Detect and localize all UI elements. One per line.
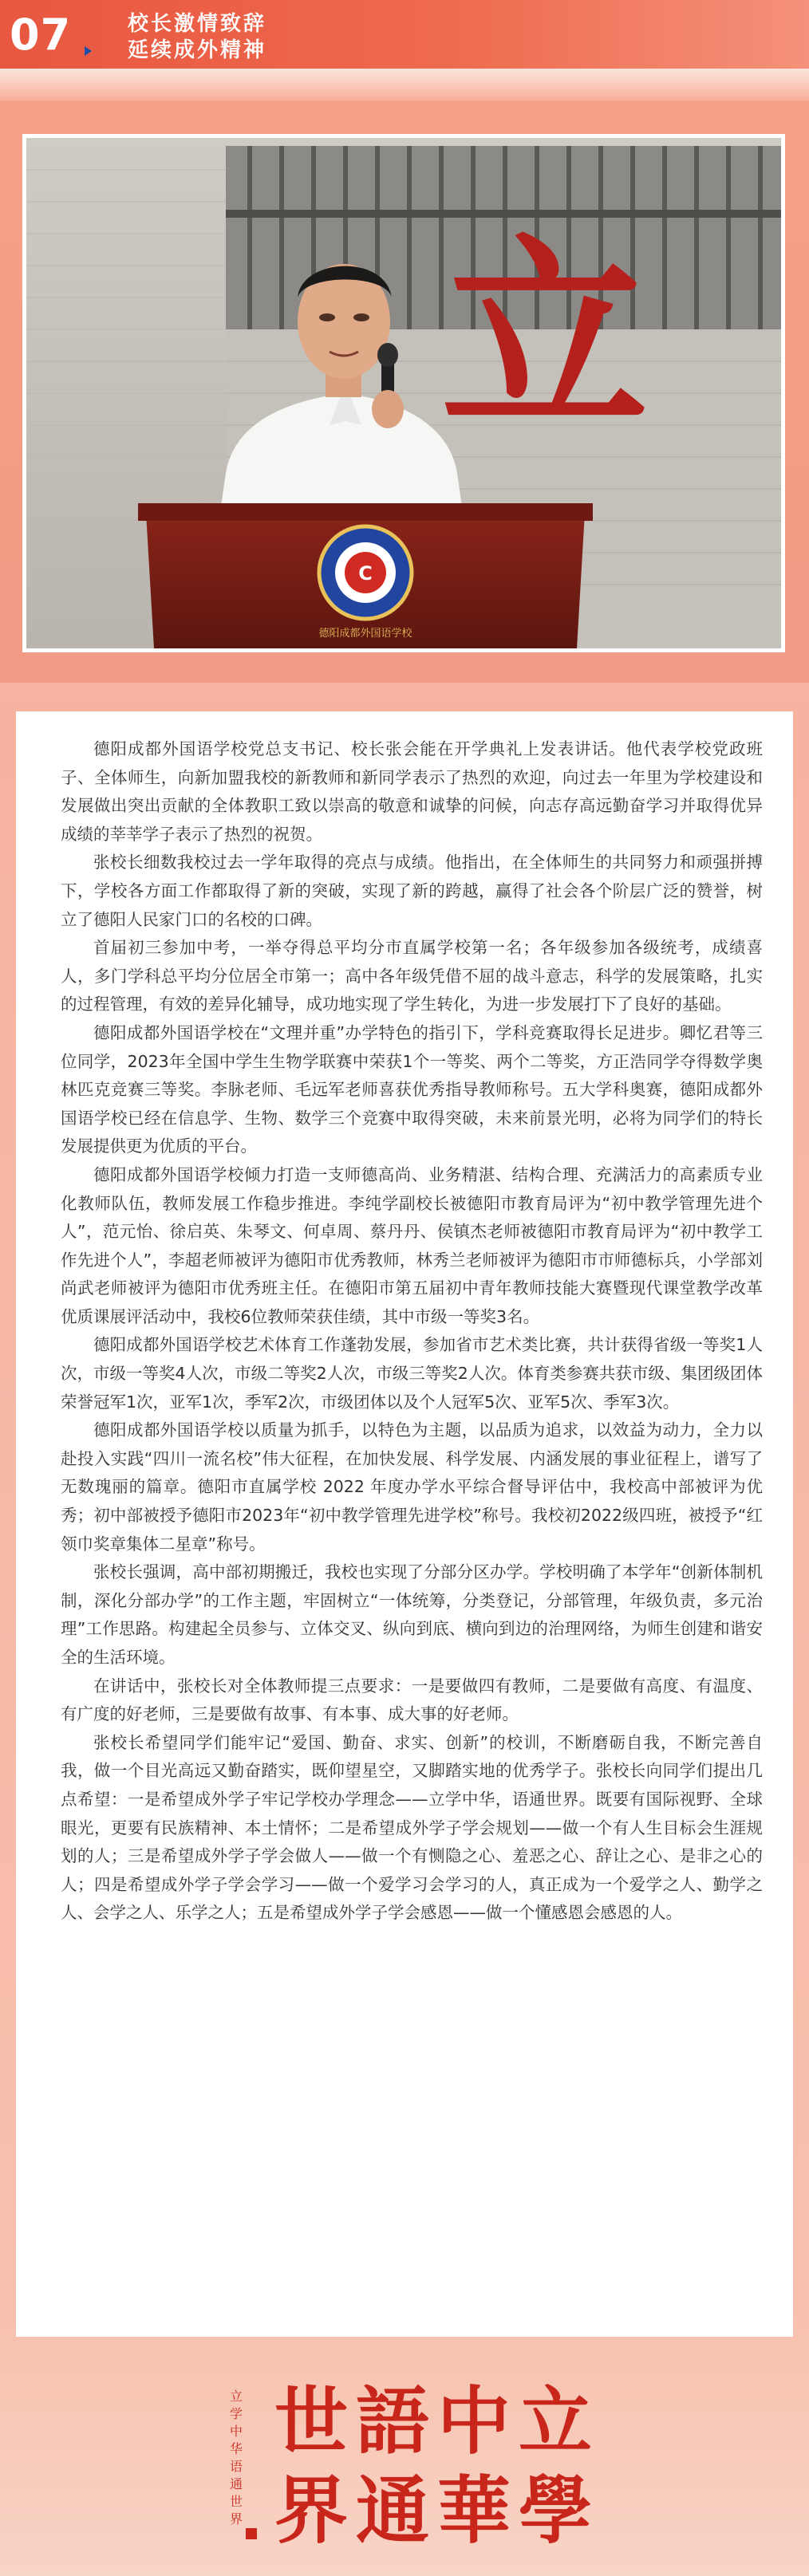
article-paragraph: 德阳成都外国语学校倾力打造一支师德高尚、业务精湛、结构合理、充满活力的高素质专业化教师队伍，教师发展工作稳步推进。李纯学副校长被德阳市教育局评为“初中教学管理先进个人”，范元怡、徐启英、朱琴文、何卓周、蔡丹丹、侯镇杰老师被德阳市教育局评为“初中教学工作先进个人”，李超老师被评为德阳市优秀教师，林秀兰老师被评为德阳市市师德标兵，小学部刘尚武老师被评为德阳市优秀班主任。在德阳市第五届初中青年教师技能大赛暨现代课堂教学改革优质课展评活动中，我校6位教师荣获佳绩，其中市级一等奖3名。 (61, 1164, 763, 1326)
svg-text:C: C (358, 562, 373, 585)
article-paragraph: 德阳成都外国语学校在“文理并重”办学特色的指引下，学科竞赛取得长足进步。卿忆君等三位同学，2023年全国中学生生物学联赛中荣获1个一等奖、两个二等奖，方正浩同学夺得数学奥林匹克竞赛三等奖。李脉老师、毛远军老师喜获优秀指导教师称号。五大学科奥赛，德阳成都外国语学校已经在信息学、生物、数学三个竞赛中取得突破，未来前景光明，必将为同学们的特长发展提供更为优质的平台。 (61, 1022, 763, 1156)
svg-text:世: 世 (230, 2494, 243, 2509)
article-paragraph: 张校长希望同学们能牢记“爱国、勤奋、求实、创新”的校训，不断磨砺自我，不断完善自我，做一个目光高远又勤奋踏实，既仰望星空，又脚踏实地的优秀学子。张校长向同学们提出几点希望：一是希望成外学子牢记学校办学理念——立学中华，语通世界。既要有国际视野、全球眼光，更要有民族精神、本土情怀；二是希望成外学子学会规划——做一个有人生目标会生涯规划的人；三是希望成外学子学会做人——做一个有恻隐之心、羞恶之心、辞让之心、是非之心的人；四是希望成外学子学会学习——做一个爱学习会学习的人，真正成为一个爱学之人、勤学之人、会学之人、乐学之人；五是希望成外学子学会感恩——做一个懂感恩会感恩的人。 (61, 1732, 763, 1923)
article-paragraph: 张校长细数我校过去一学年取得的亮点与成绩。他指出，在全体师生的共同努力和顽强拼搏下，学校各方面工作都取得了新的突破，实现了新的跨越，赢得了社会各个阶层广泛的赞誉，树立了德阳人民家门口的名校的口碑。 (61, 853, 763, 929)
header-title-line-1: 校长激情致辞 (128, 12, 267, 36)
calligraphy-char: 華 (437, 2468, 511, 2554)
section-header (0, 0, 809, 69)
podium-emblem-text: 德阳成都外国语学校 (318, 628, 412, 640)
article-card (16, 711, 793, 2337)
header-fade (0, 69, 809, 100)
svg-text:华: 华 (230, 2441, 243, 2456)
header-title-line-2: 延续成外精神 (128, 38, 267, 62)
calligraphy-motto (199, 2369, 598, 2568)
calligraphy-char: 語 (356, 2378, 430, 2464)
article-paragraph: 首届初三参加中考，一举夺得总平均分市直属学校第一名；各年级参加各级统考，成绩喜人，多门学科总平均分位居全市第一；高中各年级凭借不屈的战斗意志，科学的发展策略，扎实的过程管理，有效的差异化辅导，成功地实现了学生转化，为进一步发展打下了良好的基础。 (61, 938, 763, 1014)
svg-text:语: 语 (230, 2459, 243, 2474)
svg-text:学: 学 (230, 2406, 243, 2421)
article-paragraph: 在讲话中，张校长对全体教师提三点要求：一是要做四有教师，二是要做有高度、有温度、有广度的好老师，三是要做有故事、有本事、成大事的好老师。 (61, 1676, 763, 1724)
article-body (61, 735, 763, 1928)
calligraphy-char: 界 (274, 2468, 349, 2554)
svg-text:立: 立 (230, 2389, 243, 2404)
svg-text:通: 通 (230, 2476, 243, 2491)
article-paragraph: 德阳成都外国语学校以质量为抓手，以特色为主题，以品质为追求，以效益为动力，全力以赴投入实践“四川一流名校”伟大征程，在加快发展、科学发展、内涵发展的事业征程上，谱写了无数瑰丽的篇章。德阳市直属学校 2022 年度办学水平综合督导评估中，我校高中部被评为优秀；初中部被授予德阳市2023年“初中教学管理先进学校”称号。我校初2022级四班，被授予“红领巾奖章集体二星章”称号。 (61, 1420, 763, 1554)
calligraphy-inscription (230, 2389, 243, 2527)
article-paragraph: 德阳成都外国语学校党总支书记、校长张会能在开学典礼上发表讲话。他代表学校党政班子、全体师生，向新加盟我校的新教师和新同学表示了热烈的欢迎，向过去一年里为学校建设和发展做出突出贡献的全体教职工致以崇高的敬意和诚挚的问候，向志存高远勤奋学习并取得优异成绩的莘莘学子表示了热烈的祝贺。 (61, 739, 763, 844)
article-paragraph: 德阳成都外国语学校艺术体育工作蓬勃发展，参加省市艺术类比赛，共计获得省级一等奖1人次，市级一等奖4人次，市级二等奖2人次，市级三等奖2人次。体育类参赛共获市级、集团级团体荣誉冠军1次，亚军1次，季军2次，市级团体以及个人冠军5次、亚军5次、季军3次。 (61, 1335, 763, 1412)
svg-text:界: 界 (230, 2511, 243, 2527)
facade-character: 立 (441, 215, 649, 459)
calligraphy-char: 中 (437, 2378, 511, 2464)
article-paragraph: 张校长强调，高中部初期搬迁，我校也实现了分部分区办学。学校明确了本学年“创新体制机制，深化分部办学”的工作主题，牢固树立“一体统筹，分类登记，分部管理，年级负责，多元治理”工作思路。构建起全员参与、立体交叉、纵向到底、横向到边的治理网络，为师生创建和谐安全的生活环境。 (61, 1562, 763, 1667)
calligraphy-char: 學 (519, 2468, 593, 2554)
calligraphy-char: 通 (356, 2468, 430, 2554)
event-photo (22, 134, 785, 652)
svg-text:中: 中 (230, 2424, 243, 2439)
issue-number: 07 (10, 10, 72, 60)
principal-speech-photo (26, 138, 781, 648)
calligraphy-char: 世 (274, 2378, 349, 2464)
triangle-arrow-icon (85, 46, 92, 56)
calligraphy-char: 立 (519, 2378, 593, 2464)
